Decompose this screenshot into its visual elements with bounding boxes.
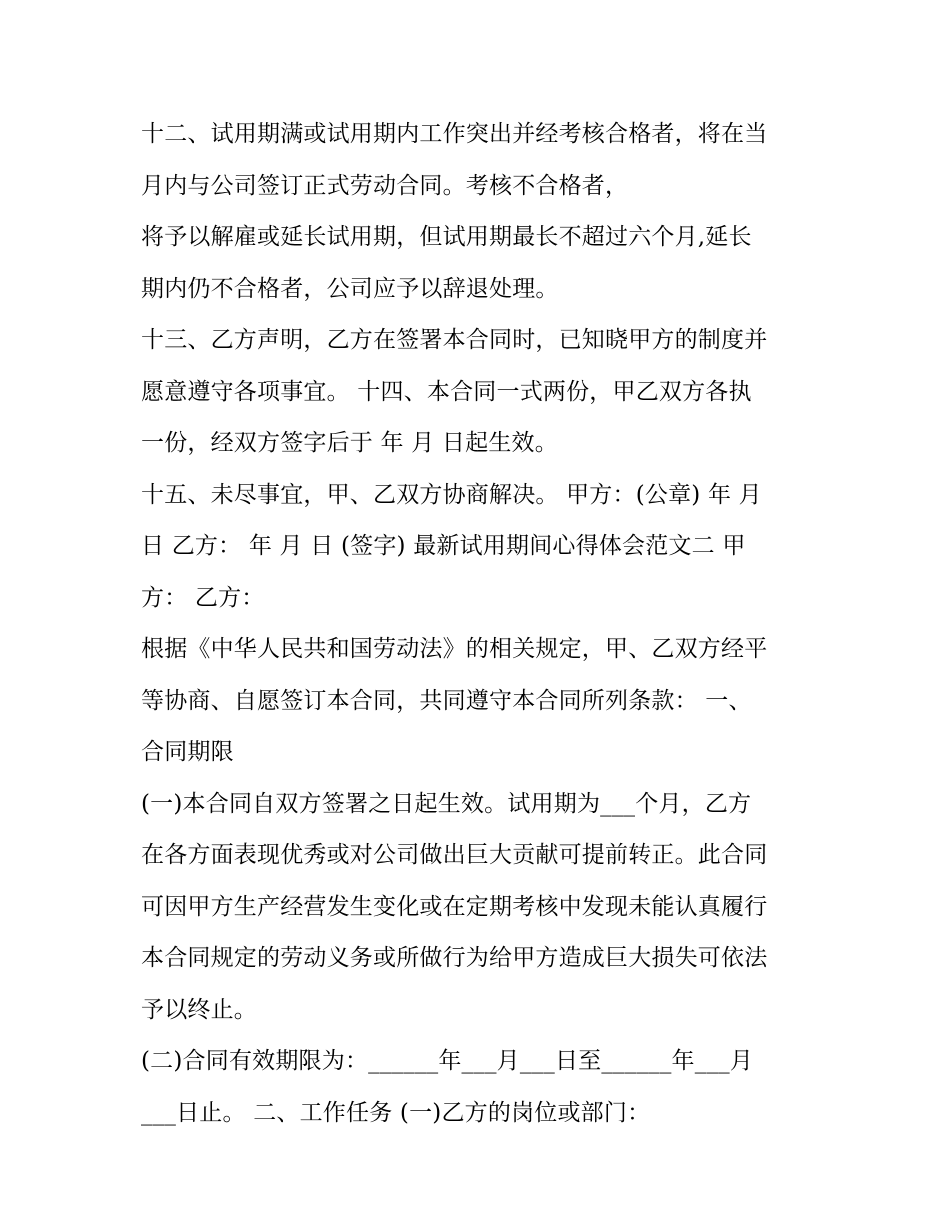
text-line: 愿意遵守各项事宜。 十四、本合同一式两份，甲乙双方各执 <box>141 378 752 405</box>
text-line: 等协商、自愿签订本合同，共同遵守本合同所列条款： 一、 <box>141 687 752 714</box>
text-line: 月内与公司签订正式劳动合同。考核不合格者， <box>141 172 629 199</box>
text-line: 十三、乙方声明，乙方在签署本合同时，已知晓甲方的制度并 <box>141 327 768 353</box>
text-line: 根据《中华人民共和国劳动法》的相关规定，甲、乙双方经平 <box>141 636 768 662</box>
text-line: 本合同规定的劳动义务或所做行为给甲方造成巨大损失可依法 <box>141 945 768 971</box>
text-line: 十二、试用期满或试用期内工作突出并经考核合格者，将在当 <box>141 121 768 147</box>
text-line: ___日止。 二、工作任务 (一)乙方的岗位或部门： <box>141 1099 651 1126</box>
text-line: 十五、未尽事宜，甲、乙双方协商解决。 甲方：(公章) 年 月 <box>141 481 762 508</box>
text-line: 方： 乙方： <box>141 584 265 611</box>
text-line: 日 乙方： 年 月 日 (签字) 最新试用期间心得体会范文二 甲 <box>141 533 746 559</box>
text-line: 将予以解雇或延长试用期，但试用期最长不超过六个月,延长 <box>141 224 752 250</box>
text-line: 在各方面表现优秀或对公司做出巨大贡献可提前转正。此合同 <box>141 842 768 868</box>
text-line: 一份，经双方签字后于 年 月 日起生效。 <box>141 430 558 456</box>
text-line: (一)本合同自双方签署之日起生效。试用期为___个月，乙方 <box>141 790 752 817</box>
text-line: 可因甲方生产经营发生变化或在定期考核中发现未能认真履行 <box>141 893 768 920</box>
text-line: 合同期限 <box>141 739 234 765</box>
document-body <box>141 109 821 1139</box>
text-line: 予以终止。 <box>141 996 257 1023</box>
text-line: 期内仍不合格者，公司应予以辞退处理。 <box>141 275 559 302</box>
text-line: (二)合同有效期限为：______年___月___日至______年___月 <box>141 1048 754 1074</box>
